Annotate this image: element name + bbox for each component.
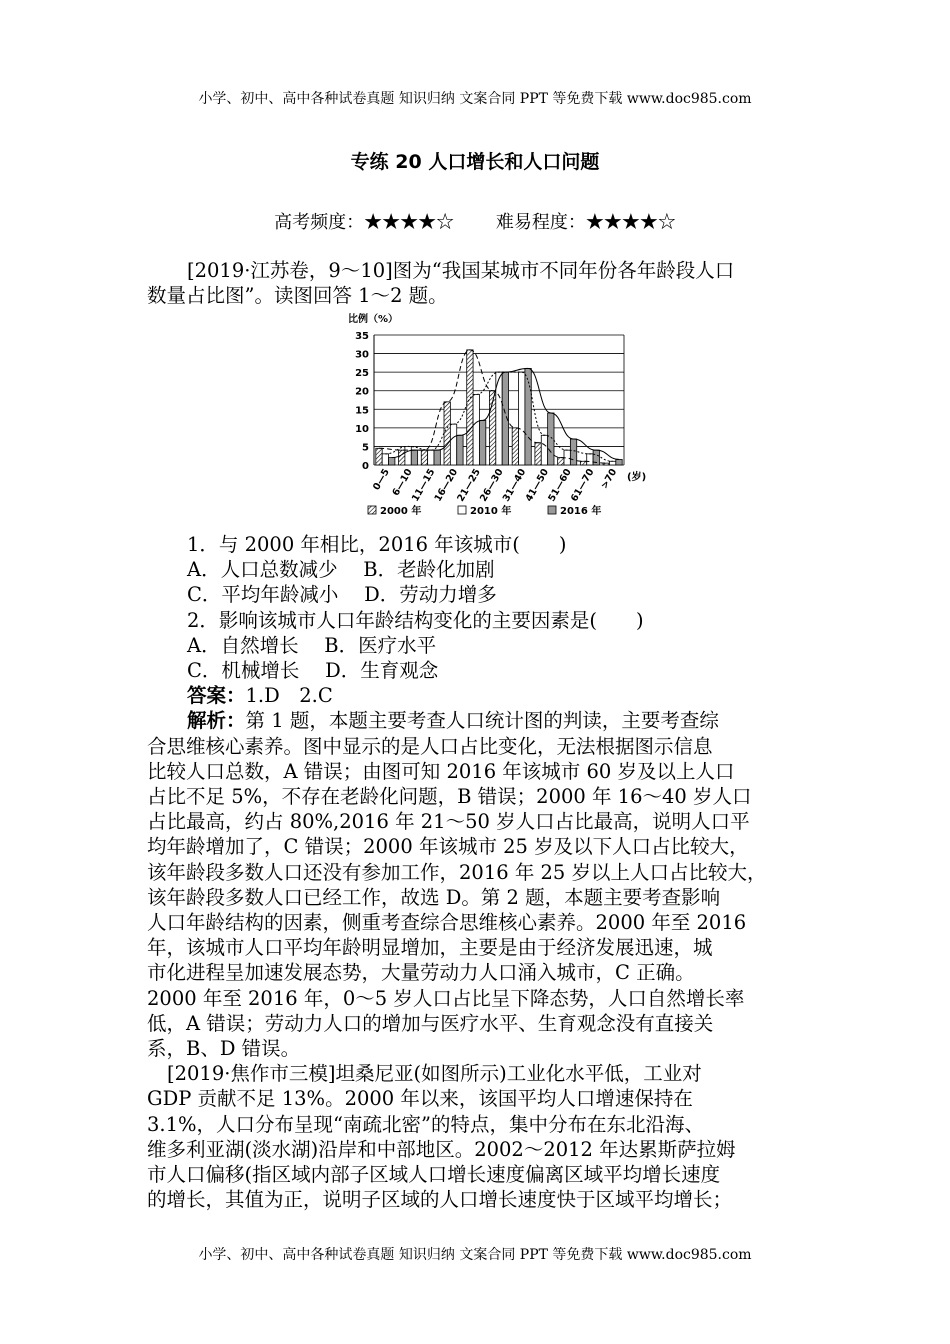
question-options: A．人口总数减少 B．老龄化加剧: [187, 558, 495, 582]
intro-line: 维多利亚湖(淡水湖)沿岸和中部地区。2002～2012 年达累斯萨拉姆: [147, 1137, 736, 1161]
legend-label: 2010 年: [470, 506, 512, 517]
analysis-line: 占比不足 5%，不存在老龄化问题，B 错误；2000 年 16～40 岁人口: [147, 785, 752, 809]
x-tick-label: 21—25: [455, 467, 483, 504]
y-tick-label: 15: [355, 405, 369, 417]
x-tick-label: 51—60: [546, 467, 574, 504]
answer-label: 答案：: [187, 684, 246, 708]
page-footer: 小学、初中、高中各种试卷真题 知识归纳 文案合同 PPT 等免费下载 www.doc985.com: [198, 1247, 752, 1263]
intro-line: 数量占比图”。读图回答 1～2 题。: [147, 284, 448, 308]
analysis-line: 该年龄段多数人口已经工作，故选 D。第 2 题，本题主要考查影响: [147, 885, 721, 909]
y-tick-label: 30: [355, 349, 369, 361]
question-options: C．机械增长 D．生育观念: [187, 659, 439, 683]
y-tick-label: 0: [362, 461, 369, 472]
chart-ylabel: 比例（%）: [348, 314, 399, 325]
bar: [580, 461, 586, 465]
analysis-line: 比较人口总数，A 错误；由图可知 2016 年该城市 60 岁及以上人口: [147, 759, 735, 783]
intro-line: 的增长，其值为正，说明子区域的人口增长速度快于区域平均增长；: [147, 1188, 733, 1212]
population-age-chart: [338, 310, 668, 522]
answer-line: [147, 683, 807, 708]
question-stem: 2．影响该城市人口年龄结构变化的主要因素是( ): [187, 608, 644, 632]
x-tick-label: 26—30: [478, 467, 506, 504]
x-tick-label: 61—70: [569, 467, 597, 504]
bar: [411, 450, 417, 465]
questions-block: [147, 532, 807, 1212]
bar: [376, 448, 382, 465]
chart-xunit: (岁): [627, 472, 647, 483]
chart-legend: [368, 504, 601, 517]
bar: [405, 446, 411, 465]
bar: [558, 458, 564, 465]
x-tick-label: >70: [599, 467, 620, 491]
intro-block-1: [147, 258, 807, 308]
bar: [382, 454, 388, 465]
intro-line: [2019·焦作市三模]坦桑尼亚(如图所示)工业化水平低，工业对: [167, 1062, 702, 1086]
legend-swatch: [458, 506, 466, 514]
y-tick-label: 20: [355, 386, 369, 398]
analysis-line: 人口年龄结构的因素，侧重考查综合思维核心素养。2000 年至 2016: [147, 911, 747, 935]
bar: [570, 439, 576, 465]
intro-line: 3.1%，人口分布呈现“南疏北密”的特点，集中分布在东北沿海、: [147, 1112, 704, 1136]
x-tick-label: 16—20: [432, 467, 461, 504]
x-tick-label: 11—15: [409, 467, 438, 504]
bar: [444, 402, 450, 465]
y-tick-label: 5: [362, 442, 369, 454]
analysis-label: 解析：: [187, 709, 246, 733]
meta-line: [0, 208, 950, 234]
intro-line: [2019·江苏卷，9～10]图为“我国某城市不同年份各年龄段人口: [187, 259, 735, 282]
analysis-line: 该年龄段多数人口还没有参加工作，2016 年 25 岁以上人口占比较大，: [147, 860, 767, 884]
bar: [467, 350, 473, 465]
analysis-line: 市化进程呈加速发展态势，大量劳动力人口涌入城市，C 正确。: [147, 961, 695, 985]
bar: [541, 435, 547, 465]
bar: [450, 424, 456, 465]
bar: [616, 459, 622, 465]
bar: [434, 450, 440, 465]
analysis-line: 年，该城市人口平均年龄明显增加，主要是由于经济发展迅速，城: [147, 936, 713, 960]
question-options: C．平均年龄减小 D．劳动力增多: [187, 583, 497, 607]
answer-value: 1.D 2.C: [245, 684, 333, 708]
analysis-line: 均年龄增加了，C 错误；2000 年该城市 25 岁及以下人口占比较大，: [147, 835, 749, 859]
y-tick-label: 10: [355, 423, 369, 435]
question-stem: 1．与 2000 年相比，2016 年该城市( ): [187, 533, 567, 556]
bar: [535, 443, 541, 465]
chart-x-ticks: [371, 467, 619, 504]
analysis-line: 低，A 错误；劳动力人口的增加与医疗水平、生育观念没有直接关: [147, 1011, 714, 1035]
difficulty-rating: 难易程度：★★★★☆: [495, 212, 676, 233]
chart-y-ticks: [355, 331, 369, 472]
bar: [421, 450, 427, 465]
page-title: 专练 20 人口增长和人口问题: [350, 151, 600, 173]
analysis-line: [147, 708, 807, 733]
analysis-first: 第 1 题，本题主要考查人口统计图的判读，主要考查综: [245, 709, 719, 733]
legend-label: 2000 年: [380, 506, 422, 517]
analysis-line: 合思维核心素养。图中显示的是人口占比变化，无法根据图示信息: [147, 734, 713, 758]
x-tick-label: 31—40: [500, 467, 529, 504]
bar: [519, 372, 525, 465]
legend-swatch: [548, 506, 556, 514]
bar: [389, 458, 395, 465]
x-tick-label: 6—10: [390, 467, 415, 498]
bar: [473, 394, 479, 465]
y-tick-label: 25: [355, 368, 369, 380]
question-options: A．自然增长 B．医疗水平: [187, 633, 437, 657]
analysis-line: 2000 年至 2016 年，0～5 岁人口占比呈下降态势，人口自然增长率: [147, 986, 745, 1010]
bar: [479, 420, 485, 465]
bar: [587, 454, 593, 465]
bar: [548, 413, 554, 465]
legend-label: 2016 年: [560, 506, 602, 517]
y-tick-label: 35: [355, 331, 369, 342]
intro-line: GDP 贡献不足 13%。2000 年以来，该国平均人口增速保持在: [147, 1087, 693, 1111]
frequency-rating: 高考频度：★★★★☆: [274, 212, 455, 233]
x-tick-label: 41—50: [523, 467, 552, 504]
bar: [399, 450, 405, 465]
bar: [457, 435, 463, 465]
bar: [428, 450, 434, 465]
chart-bars: [376, 350, 622, 465]
analysis-line: 系，B、D 错误。: [147, 1037, 301, 1061]
analysis-line: 占比最高，约占 80%,2016 年 21～50 岁人口占比最高，说明人口平: [147, 810, 750, 834]
page-header: 小学、初中、高中各种试卷真题 知识归纳 文案合同 PPT 等免费下载 www.doc985.com: [198, 91, 752, 107]
bar: [609, 461, 615, 465]
intro-line: 市人口偏移(指区域内部子区域人口增长速度偏离区域平均增长速度: [147, 1163, 721, 1187]
legend-swatch: [368, 506, 376, 514]
x-tick-label: 0—5: [371, 467, 392, 493]
bar: [525, 368, 531, 465]
bar: [512, 428, 518, 465]
